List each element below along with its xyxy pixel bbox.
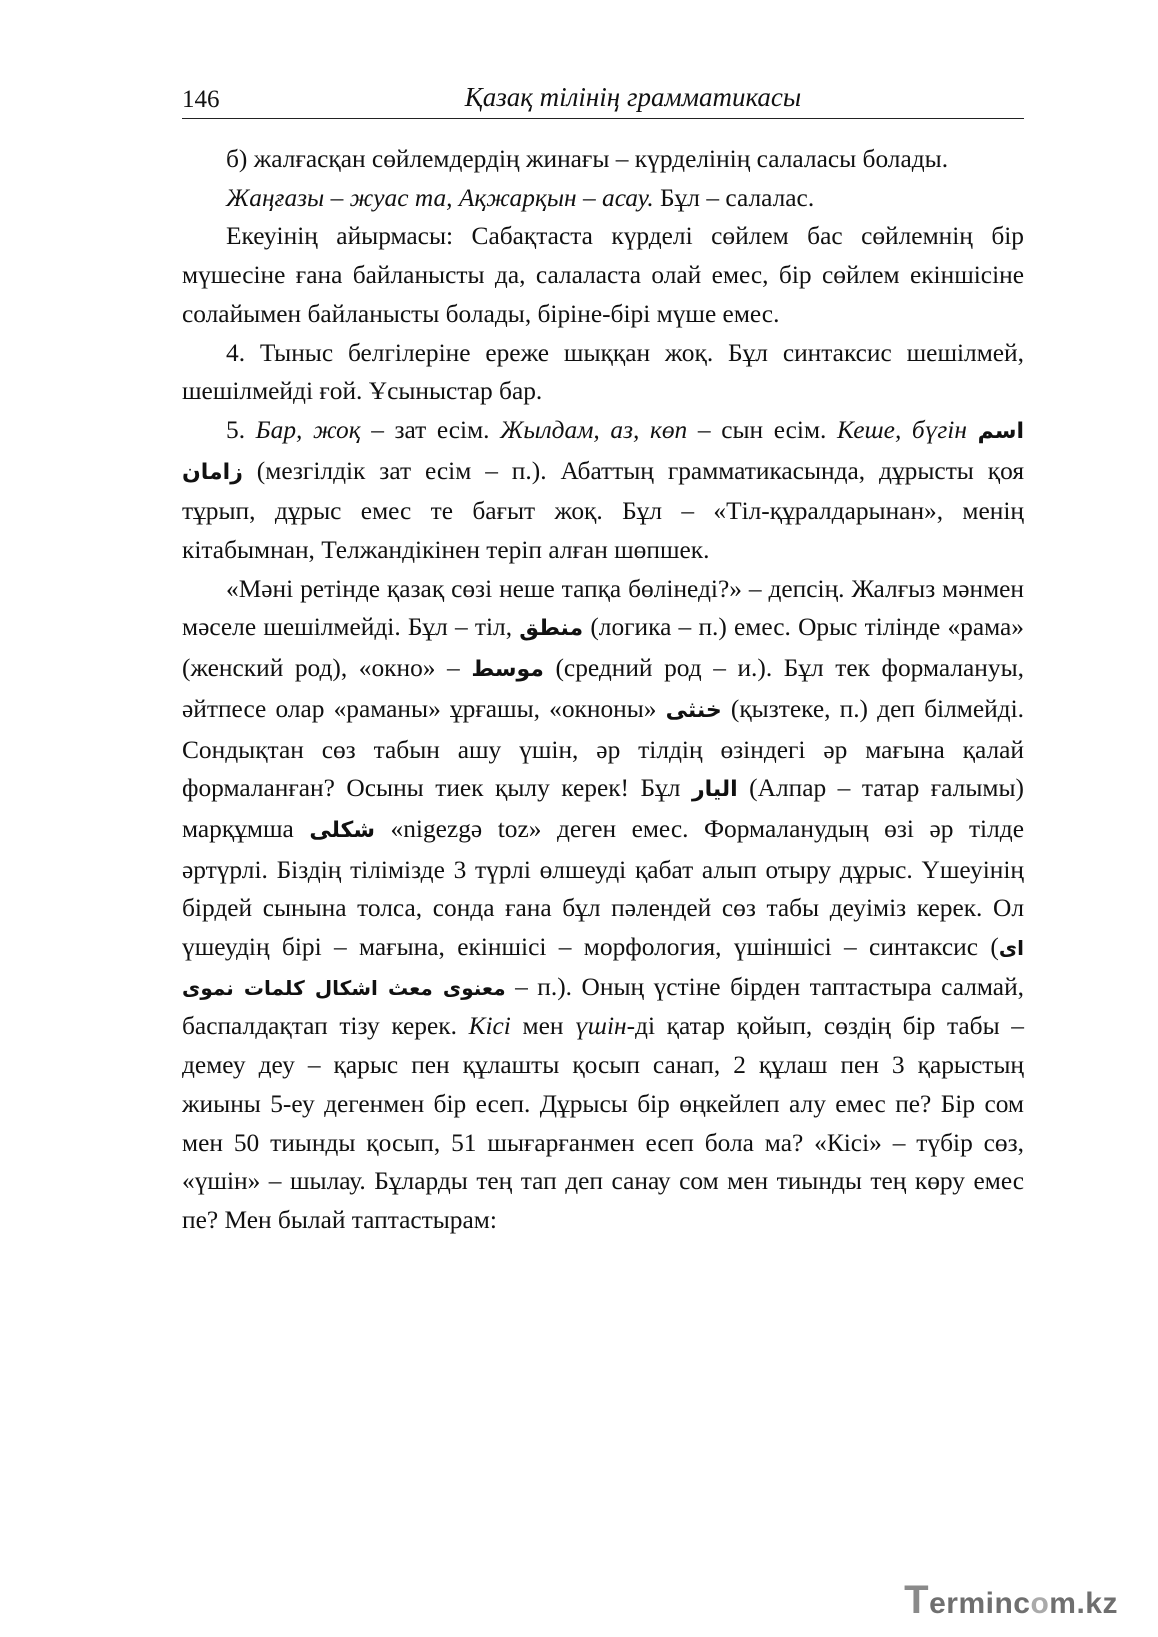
italic-term: Кісі <box>468 1012 511 1041</box>
text-run: (Алпар – татар ғалымы) марқұмша <box>182 774 1024 843</box>
paragraph <box>182 411 1024 570</box>
arabic-term: خنثى <box>665 697 722 723</box>
watermark-part: erminc <box>929 1587 1031 1620</box>
body-text <box>182 140 1024 1240</box>
page-header <box>182 82 1024 119</box>
arabic-term: اسم زامان <box>182 418 1025 485</box>
paragraph <box>182 570 1024 1240</box>
termincom-watermark-logo <box>904 1578 1118 1623</box>
paragraph <box>182 334 1024 411</box>
watermark-part: o <box>1030 1587 1050 1620</box>
watermark-part: m.kz <box>1049 1587 1118 1620</box>
paragraph <box>182 140 1024 179</box>
text-run: 4. Тыныс белгілеріне ереже шыққан жоқ. Бұл синтаксис шешілмей, шешілмейді ғой. Ұсыныстар бар. <box>182 338 1024 406</box>
text-run: «Мәні ретінде қазақ сөзі неше тапқа бөлінеді?» – депсің. Жалғыз мәнмен мәселе шешілмейді. Бұл – тіл, <box>182 574 1024 642</box>
running-title: Қазақ тілінің грамматикасы <box>464 82 802 112</box>
text-run: б) жалғасқан сөйлемдердің жинағы – күрделінің салаласы болады. <box>226 145 949 173</box>
text-run: -ді қатар қойып, сөздің бір табы – демеу деу – қарыс пен құлашты қосып санап, 2 құлаш пен 3 қарыстың жиыны 5-еу дегенмен бір есеп. Дұрысы бір өңкейлеп алу емес пе? Бір сом мен 50 тиынды қосып, 51 шығарғанмен есеп бола ма? «Кісі» – түбір сөз, «үшін» – шылау. Бұларды тең тап деп санау сом мен тиынды тең көру емес пе? Мен былай таптастырам: <box>182 1012 1024 1234</box>
arabic-term: اليار <box>691 777 738 803</box>
arabic-term: موسط <box>471 657 544 683</box>
text-run: (логика – п.) емес. Орыс тілінде «рама» (женский род), «окно» – <box>182 613 1024 683</box>
text-run: 5. <box>226 415 256 444</box>
text-run: Бұл – салалас. <box>653 183 815 212</box>
text-run: – зат есім. <box>360 415 501 444</box>
text-run: – п.). Оның үстіне бірден таптастыра салмай, баспалдақтап тізу керек. <box>182 972 1025 1041</box>
text-run: мен <box>510 1012 576 1041</box>
italic-term: Бар, жоқ <box>255 415 361 444</box>
text-run: (мезгілдік зат есім – п.). Абаттың грамматикасында, дұрысты қоя тұрып, дұрыс емес те бағыт жоқ. Бұл – «Тіл-құралдарынан», менің кітабымнан, Телжандікінен теріп алған шөпшек. <box>182 456 1024 565</box>
watermark-part: T <box>904 1578 930 1622</box>
arabic-term: منطق <box>519 616 584 642</box>
italic-term: Кеше, бүгін <box>837 415 967 444</box>
text-run: – сын есім. <box>687 415 838 444</box>
italic-term: үшін <box>575 1012 627 1041</box>
paragraph <box>182 179 1024 218</box>
text-run: «nigezgə toz» деген емес. Формаланудың өзі әр тілде әртүрлі. Біздің тілімізде 3 түрлі өлшеуді қабат алып отыру дұрыс. Үшеуінің бірдей сынына толса, сонда ғана бұл пәлендей сөз табы деуіміз керек. Ол үшеудің бірі – мағына, екіншісі – морфология, үшіншісі – синтаксис ( <box>182 814 1024 962</box>
text-run: (средний род – и.). Бұл тек формалануы, әйтпесе олар «раманы» ұрғашы, «окноны» <box>182 654 1024 723</box>
text-run: Екеуінің айырмасы: Сабақтаста күрделі сөйлем бас сөйлемнің бір мүшесіне ғана байланысты да, салаласта олай емес, бір сөйлем екіншісіне солайымен байланысты болады, біріне-бірі мүше емес. <box>182 222 1024 328</box>
paragraph <box>182 217 1024 333</box>
italic-term: Жылдам, аз, көп <box>500 415 688 444</box>
text-run: (қызтеке, п.) деп білмейді. Сондықтан сөз табын ашу үшін, әр тілдің өзіндегі әр мағына қалай формаланған? Осыны тиек қылу керек! Бұл <box>182 694 1025 803</box>
arabic-term: اى معنوى معث اشكال كلمات نموى <box>182 936 1024 1000</box>
arabic-term: شكلى <box>309 817 375 843</box>
example-sentence: Жаңғазы – жуас та, Ақжарқын – асау. <box>226 183 654 212</box>
page-number: 146 <box>182 86 220 113</box>
